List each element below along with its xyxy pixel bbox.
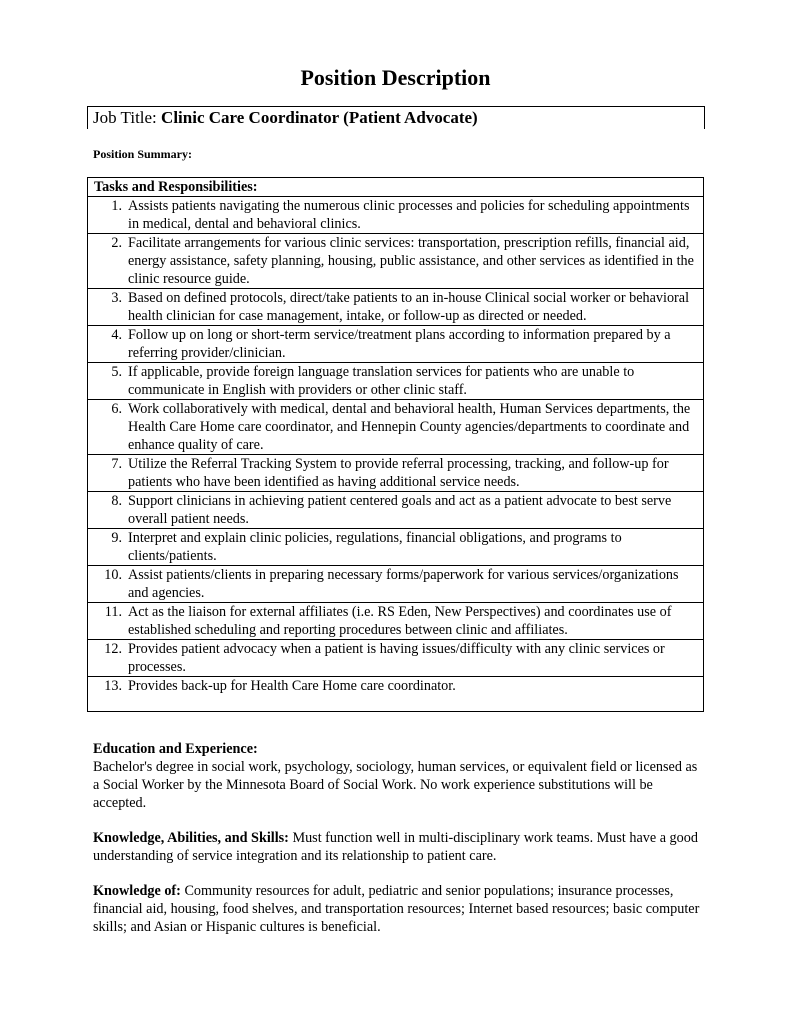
list-item: [94, 326, 697, 362]
task-number: 13.: [104, 678, 122, 694]
task-cell: [88, 289, 704, 326]
knowledge-section: [93, 882, 703, 936]
task-number: 4.: [111, 327, 122, 343]
task-number: 7.: [111, 456, 122, 472]
task-cell: [88, 363, 704, 400]
task-text: Follow up on long or short-term service/treatment plans according to information prepared by a referring provider/clinician.: [128, 327, 671, 361]
job-title-label: Job Title:: [93, 108, 157, 127]
task-cell: [88, 677, 704, 696]
list-item: [94, 603, 697, 639]
task-text: Assists patients navigating the numerous clinic processes and policies for scheduling appointments in medical, dental and behavioral clinics.: [128, 198, 690, 232]
task-text: Provides back-up for Health Care Home care coordinator.: [128, 678, 456, 694]
task-number: 9.: [111, 530, 122, 546]
task-number: 6.: [111, 401, 122, 417]
task-cell: [88, 566, 704, 603]
task-row: [88, 326, 704, 363]
task-row: [88, 529, 704, 566]
task-text: Act as the liaison for external affiliates (i.e. RS Eden, New Perspectives) and coordinates use of established scheduling and reporting procedures between clinic and affiliates.: [128, 604, 672, 638]
task-row: [88, 455, 704, 492]
task-text: Based on defined protocols, direct/take patients to an in-house Clinical social worker or behavioral health clinician for case management, intake, or follow-up as directed or needed.: [128, 290, 690, 324]
list-item: [94, 363, 697, 399]
task-text: Support clinicians in achieving patient centered goals and act as a patient advocate to best serve overall patient needs.: [128, 493, 672, 527]
list-item: [94, 289, 697, 325]
task-number: 2.: [111, 235, 122, 251]
list-item: [94, 455, 697, 491]
task-row: [88, 234, 704, 289]
knowledge-heading: Knowledge of:: [93, 883, 181, 899]
job-title-line: [93, 107, 478, 129]
table-empty-row: [88, 695, 704, 712]
table-empty-cell: [88, 695, 704, 712]
list-item: [94, 197, 697, 233]
task-row: [88, 566, 704, 603]
task-row: [88, 492, 704, 529]
tasks-header-row: [88, 178, 704, 197]
list-item: [94, 234, 697, 288]
list-item: [94, 400, 697, 454]
task-cell: [88, 640, 704, 677]
list-item: [94, 529, 697, 565]
task-row: [88, 603, 704, 640]
task-text: Work collaboratively with medical, dental and behavioral health, Human Services departments, the Health Care Home care coordinator, and Hennepin County agencies/departments to coordinate and enhance quality of care.: [128, 401, 691, 453]
task-number: 8.: [111, 493, 122, 509]
education-section: [93, 740, 703, 812]
tasks-heading: Tasks and Responsibilities:: [88, 178, 704, 197]
task-text: Assist patients/clients in preparing necessary forms/paperwork for various services/organizations and agencies.: [128, 567, 679, 601]
task-text: Interpret and explain clinic policies, regulations, financial obligations, and programs to clients/patients.: [128, 530, 622, 564]
task-cell: [88, 326, 704, 363]
position-summary-heading: Position Summary:: [93, 147, 192, 161]
education-text: Bachelor's degree in social work, psychology, sociology, human services, or equivalent field or licensed as a Social Worker by the Minnesota Board of Social Work. No work experience substitutions will be accepted.: [93, 759, 698, 811]
task-cell: [88, 603, 704, 640]
task-number: 11.: [104, 604, 122, 620]
page-title: Position Description: [300, 65, 491, 90]
task-number: 1.: [111, 198, 122, 214]
task-cell: [88, 400, 704, 455]
task-row: [88, 400, 704, 455]
task-text: Provides patient advocacy when a patient is having issues/difficulty with any clinic services or processes.: [128, 641, 665, 675]
kas-section: [93, 829, 703, 865]
task-number: 5.: [111, 364, 122, 380]
task-cell: [88, 234, 704, 289]
kas-heading: Knowledge, Abilities, and Skills:: [93, 830, 289, 846]
knowledge-text: Community resources for adult, pediatric and senior populations; insurance processes, financial aid, housing, food shelves, and transportation resources; Internet based resources; basic computer skills; and Asian or Hispanic cultures is beneficial.: [93, 883, 700, 935]
task-number: 10.: [104, 567, 122, 583]
task-text: Facilitate arrangements for various clinic services: transportation, prescription refills, financial aid, energy assistance, safety planning, housing, public assistance, and other services as identified in the clinic resource guide.: [128, 235, 694, 287]
task-cell: [88, 492, 704, 529]
task-text: Utilize the Referral Tracking System to provide referral processing, tracking, and follow-up for patients who have been identified as having additional service needs.: [128, 456, 669, 490]
task-cell: [88, 197, 704, 234]
task-row: [88, 197, 704, 234]
task-text: If applicable, provide foreign language translation services for patients who are unable to communicate in English with providers or other clinic staff.: [128, 364, 635, 398]
task-number: 3.: [111, 290, 122, 306]
task-number: 12.: [104, 641, 122, 657]
list-item: [94, 492, 697, 528]
task-row: [88, 640, 704, 677]
list-item: [94, 677, 697, 695]
kas-text: Must function well in multi-disciplinary work teams. Must have a good understanding of service integration and its relationship to patient care.: [93, 830, 698, 864]
list-item: [94, 640, 697, 676]
task-row: [88, 677, 704, 696]
list-item: [94, 566, 697, 602]
tasks-table: [87, 177, 704, 712]
task-cell: [88, 529, 704, 566]
task-cell: [88, 455, 704, 492]
education-heading: Education and Experience:: [93, 741, 258, 757]
task-row: [88, 363, 704, 400]
job-title-value: Clinic Care Coordinator (Patient Advocate): [161, 108, 478, 127]
task-row: [88, 289, 704, 326]
